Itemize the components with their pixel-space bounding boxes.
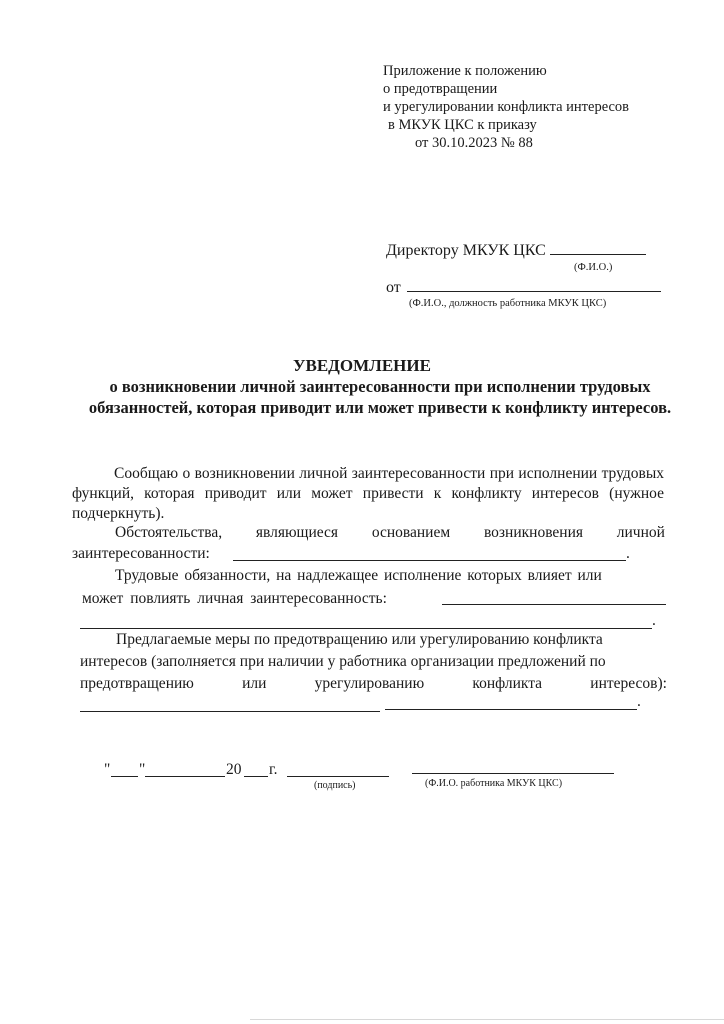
- measures-line-3: [80, 675, 667, 693]
- addressee-to-label: Директору МКУК ЦКС: [386, 242, 546, 259]
- duties-label: может повлиять личная заинтересованность:: [82, 590, 387, 607]
- date-quote-close: ": [139, 761, 146, 778]
- word: являющиеся: [255, 524, 339, 541]
- word: предотвращению: [80, 675, 194, 692]
- signature-caption: (подпись): [314, 780, 356, 791]
- date-year-field[interactable]: [244, 776, 268, 777]
- appendix-line-4: в МКУК ЦКС к приказу: [388, 117, 537, 133]
- duties-line-1: Трудовые обязанности, на надлежащее исполнение которых влияет или: [115, 567, 602, 584]
- duties-field-2[interactable]: [80, 628, 652, 629]
- word: возникновения: [483, 524, 584, 541]
- appendix-block: [383, 62, 629, 152]
- word: интересов):: [590, 675, 667, 692]
- word: основанием: [371, 524, 451, 541]
- measures-line-1: Предлагаемые меры по предотвращению или урегулированию конфликта: [116, 631, 603, 648]
- employee-name-field[interactable]: [412, 773, 614, 774]
- word: личной: [616, 524, 665, 541]
- appendix-line-2: о предотвращении: [383, 81, 498, 97]
- appendix-line-5: от 30.10.2023 № 88: [415, 135, 533, 151]
- measures-field-2[interactable]: [385, 709, 637, 710]
- measures-line-2: интересов (заполняется при наличии у работника организации предложений по: [80, 653, 606, 670]
- addressee-to: [386, 240, 646, 260]
- employee-name-blank[interactable]: [407, 279, 661, 292]
- employee-name-caption: (Ф.И.О. работника МКУК ЦКС): [425, 778, 563, 789]
- director-name-blank[interactable]: [550, 240, 646, 255]
- document-subtitle: о возникновении личной заинтересованности при исполнении трудовых обязанностей, которая приводит или может привести к конфликту интересов.: [88, 377, 672, 417]
- measures-period: .: [637, 693, 641, 710]
- measures-field-1[interactable]: [80, 711, 380, 712]
- duties-period: .: [652, 612, 656, 629]
- date-day-field[interactable]: [111, 776, 138, 777]
- circumstances-period: .: [626, 545, 630, 562]
- duties-field-1[interactable]: [442, 604, 666, 605]
- addressee-to-caption: (Ф.И.О.): [574, 262, 613, 273]
- addressee-from-label: от: [386, 279, 401, 296]
- circumstances-field[interactable]: [233, 560, 626, 561]
- appendix-line-3: и урегулировании конфликта интересов: [383, 99, 630, 115]
- appendix-line-1: Приложение к положению: [383, 63, 547, 79]
- date-year-suffix: г.: [269, 761, 278, 778]
- addressee-from-caption: (Ф.И.О., должность работника МКУК ЦКС): [409, 298, 607, 309]
- document-title: УВЕДОМЛЕНИЕ: [293, 356, 431, 375]
- word: или: [242, 675, 267, 692]
- page-edge-divider: [250, 1019, 724, 1020]
- date-year-prefix: 20: [226, 761, 242, 778]
- addressee-from: [386, 279, 661, 297]
- date-quote-open: ": [104, 761, 111, 778]
- paragraph-notice-text: Сообщаю о возникновении личной заинтересованности при исполнении трудовых функций, которая приводит или может привести к конфликту интересов (нужное подчеркнуть).: [72, 465, 664, 522]
- word: конфликта: [472, 675, 543, 692]
- circumstances-label: заинтересованности:: [72, 545, 210, 562]
- paragraph-notice: [72, 464, 664, 524]
- signature-field[interactable]: [287, 776, 389, 777]
- date-month-field[interactable]: [145, 776, 225, 777]
- word: урегулированию: [314, 675, 425, 692]
- circumstances-line-1: [115, 524, 665, 542]
- word: Обстоятельства,: [115, 524, 223, 541]
